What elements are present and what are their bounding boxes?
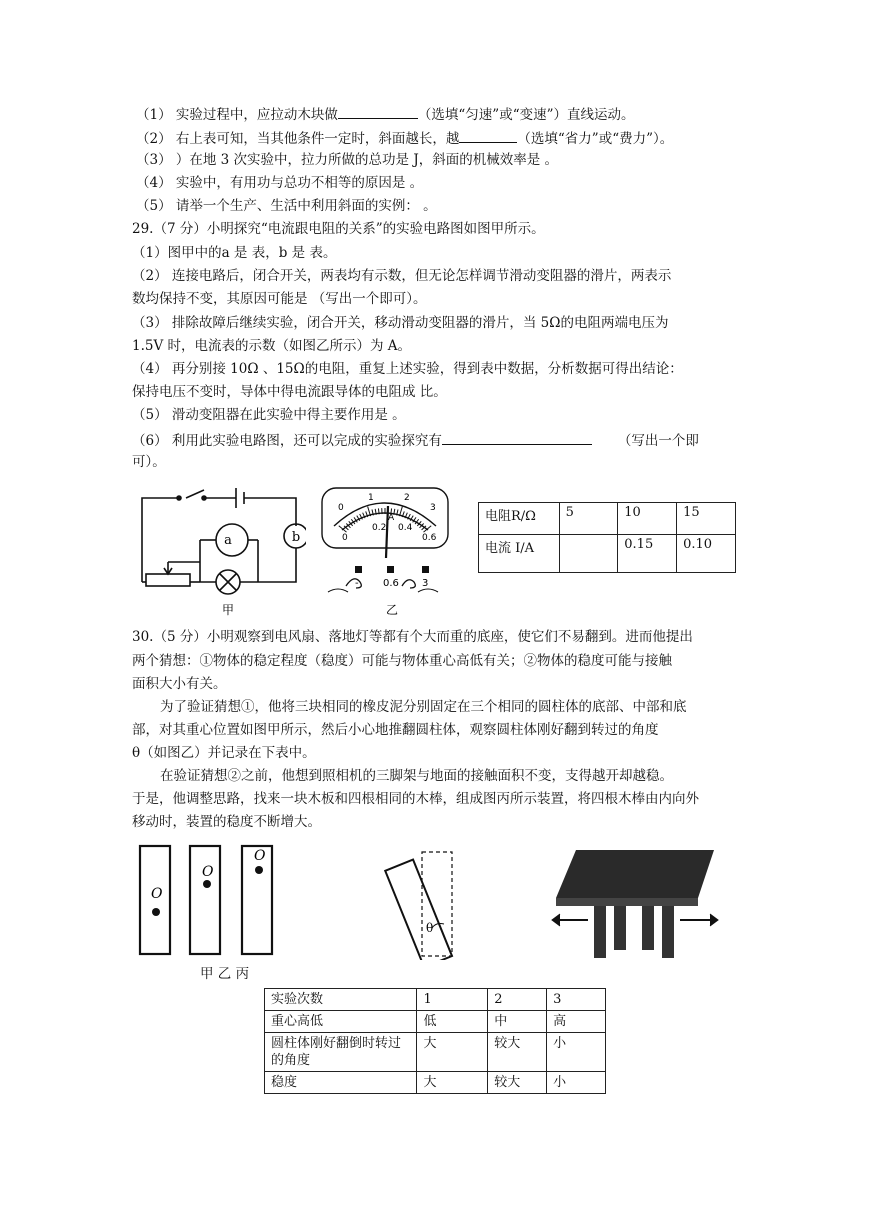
q28-item-1-text: （1） 实验过程中，应拉动木块做: [136, 107, 338, 123]
table-cell: 1: [417, 989, 488, 1011]
ammeter-diagram: [318, 486, 458, 621]
q29-line-6c: 可）。: [132, 454, 166, 470]
q29-line-2a: （2） 连接电路后，闭合开关，两表均有示数，但无论怎样调节滑动变阻器的滑片，两表示: [132, 268, 672, 284]
table-row: [265, 1011, 606, 1033]
table-cell: 5: [559, 503, 618, 535]
table-cell: 电流 I/A: [479, 535, 560, 573]
circuit-label-a: a: [224, 533, 232, 548]
scale-top-2: 2: [404, 493, 410, 503]
center-of-mass-dot-mid: [203, 880, 211, 888]
q30-para2-c: θ（如图乙）并记录在下表中。: [132, 745, 316, 761]
scale-tick: [399, 507, 402, 517]
q28-item-2-text-end: （选填“省力”或“费力”）。: [517, 131, 674, 147]
q29-line-6-text: （6） 利用此实验电路图，还可以完成的实验探究有: [132, 433, 442, 449]
board-stand-figure: [548, 842, 728, 964]
answer-blank[interactable]: [459, 128, 517, 143]
q29-line-1: （1）图甲中的a 是 表，b 是 表。: [132, 245, 337, 261]
tilted-cylinder-figure: [372, 848, 462, 960]
q30-line-1: 30.（5 分）小明观察到电风扇、落地灯等都有个大而重的底座，使它们不易翻到。进而他提出: [132, 629, 693, 645]
cylinders-figure: [134, 842, 284, 962]
table-row: [479, 503, 736, 535]
table-cell: 重心高低: [265, 1011, 417, 1033]
q29-line-3b: 1.5V 时，电流表的示数（如图乙所示）为 A。: [132, 338, 412, 354]
table-row: [479, 535, 736, 573]
q28-item-3: （3） ）在地 3 次实验中，拉力所做的总功是 J，斜面的机械效率是 。: [136, 152, 559, 168]
q29-line-6: [132, 430, 699, 450]
table-cell: 2: [488, 989, 547, 1011]
table-cell: 大: [417, 1033, 488, 1072]
resistance-current-table: [478, 502, 736, 573]
q30-line-2: 两个猜想：①物体的稳定程度（稳度）可能与物体重心高低有关；②物体的稳度可能与接触: [132, 653, 672, 669]
figure-label-yi: 乙: [385, 603, 399, 617]
q28-item-1-text-end: （选填“匀速”或“变速”）直线运动。: [417, 107, 635, 123]
table-row: [265, 1072, 606, 1094]
table-cell: 较大: [488, 1072, 547, 1094]
q30-line-3: 面积大小有关。: [132, 676, 227, 692]
q30-para2-a: 为了验证猜想①，他将三块相同的橡皮泥分别固定在三个相同的圆柱体的底部、中部和底: [160, 699, 687, 715]
scale-top-3: 3: [430, 503, 436, 513]
table-cell: 小: [547, 1072, 606, 1094]
meter-unit: A: [388, 513, 395, 523]
table-cell: 圆柱体刚好翻倒时转过的角度: [265, 1033, 417, 1072]
label-o: O: [202, 864, 214, 880]
figure-caption: 甲 乙 丙: [200, 966, 250, 982]
circuit-label-b: b: [291, 530, 301, 545]
terminal-0.6: 0.6: [383, 578, 399, 589]
center-of-mass-dot-low: [152, 908, 160, 916]
scale-bottom-2: 0.4: [398, 523, 413, 533]
q30-para2-b: 部，对其重心位置如图甲所示，然后小心地推翻圆柱体，观察圆柱体刚好翻到转过的角度: [132, 722, 659, 738]
scale-top-1: 1: [368, 493, 374, 503]
table-cell: 电阻R/Ω: [479, 503, 560, 535]
table-row: [265, 989, 606, 1011]
table-cell: 低: [417, 1011, 488, 1033]
q30-para3-b: 于是，他调整思路，找来一块木板和四根相同的木棒，组成图丙所示装置，将四根木棒由内向外: [132, 791, 699, 807]
table-cell: 稳度: [265, 1072, 417, 1094]
table-cell: 10: [618, 503, 677, 535]
scale-tick: [378, 508, 379, 514]
answer-blank[interactable]: [442, 430, 592, 445]
table-cell: 大: [417, 1072, 488, 1094]
table-cell: 小: [547, 1033, 606, 1072]
q29-line-4a: （4） 再分别接 10Ω 、15Ω的电阻，重复上述实验，得到表中数据，分析数据可得出结论：: [132, 361, 683, 377]
q28-item-5: （5） 请举一个生产、生活中利用斜面的实例： 。: [136, 198, 437, 214]
label-o: O: [254, 848, 266, 864]
stability-table: [264, 988, 606, 1094]
scale-top-0: 0: [338, 503, 344, 513]
terminal-3: 3: [422, 578, 429, 589]
q30-para3-c: 移动时，装置的稳度不断增大。: [132, 814, 321, 830]
answer-blank[interactable]: [338, 104, 418, 119]
figure-label-jia: 甲: [221, 603, 235, 617]
scale-bottom-0: 0: [342, 533, 348, 543]
table-row: [265, 1033, 606, 1072]
label-o: O: [151, 886, 163, 902]
table-cell: 0.15: [618, 535, 677, 573]
scale-bottom-1: 0.2: [372, 523, 387, 533]
q29-line-6-text-end: （写出一个即: [617, 433, 699, 449]
table-cell[interactable]: [559, 535, 618, 573]
q29-line-2b: 数均保持不变，其原因可能是 （写出一个即可）。: [132, 291, 427, 307]
q28-item-1: [136, 104, 635, 124]
q28-item-2-text: （2） 右上表可知，当其他条件一定时，斜面越长，越: [136, 131, 460, 147]
q29-line-5: （5） 滑动变阻器在此实验中得主要作用是 。: [132, 407, 406, 423]
q29-line-3a: （3） 排除故障后继续实验，闭合开关，移动滑动变阻器的滑片，当 5Ω的电阻两端电压为: [132, 315, 669, 331]
table-cell: 较大: [488, 1033, 547, 1072]
center-of-mass-dot-high: [255, 866, 263, 874]
terminal-minus: -: [355, 578, 359, 589]
table-cell: 0.10: [677, 535, 736, 573]
q28-item-4: （4） 实验中，有用功与总功不相等的原因是 。: [136, 175, 424, 191]
theta-label: θ: [426, 921, 434, 935]
q29-line-4b: 保持电压不变时，导体中得电流跟导体的电阻成 比。: [132, 384, 447, 400]
circuit-diagram: [136, 484, 306, 619]
q30-para3-a: 在验证猜想②之前，他想到照相机的三脚架与地面的接触面积不变，支得越开却越稳。: [160, 768, 673, 784]
table-cell: 15: [677, 503, 736, 535]
q29-heading: 29.（7 分）小明探究“电流跟电阻的关系”的实验电路图如图甲所示。: [132, 221, 545, 237]
table-cell: 高: [547, 1011, 606, 1033]
table-cell: 中: [488, 1011, 547, 1033]
table-cell: 3: [547, 989, 606, 1011]
q28-item-2: [136, 128, 673, 148]
scale-bottom-3: 0.6: [422, 533, 437, 543]
table-cell: 实验次数: [265, 989, 417, 1011]
